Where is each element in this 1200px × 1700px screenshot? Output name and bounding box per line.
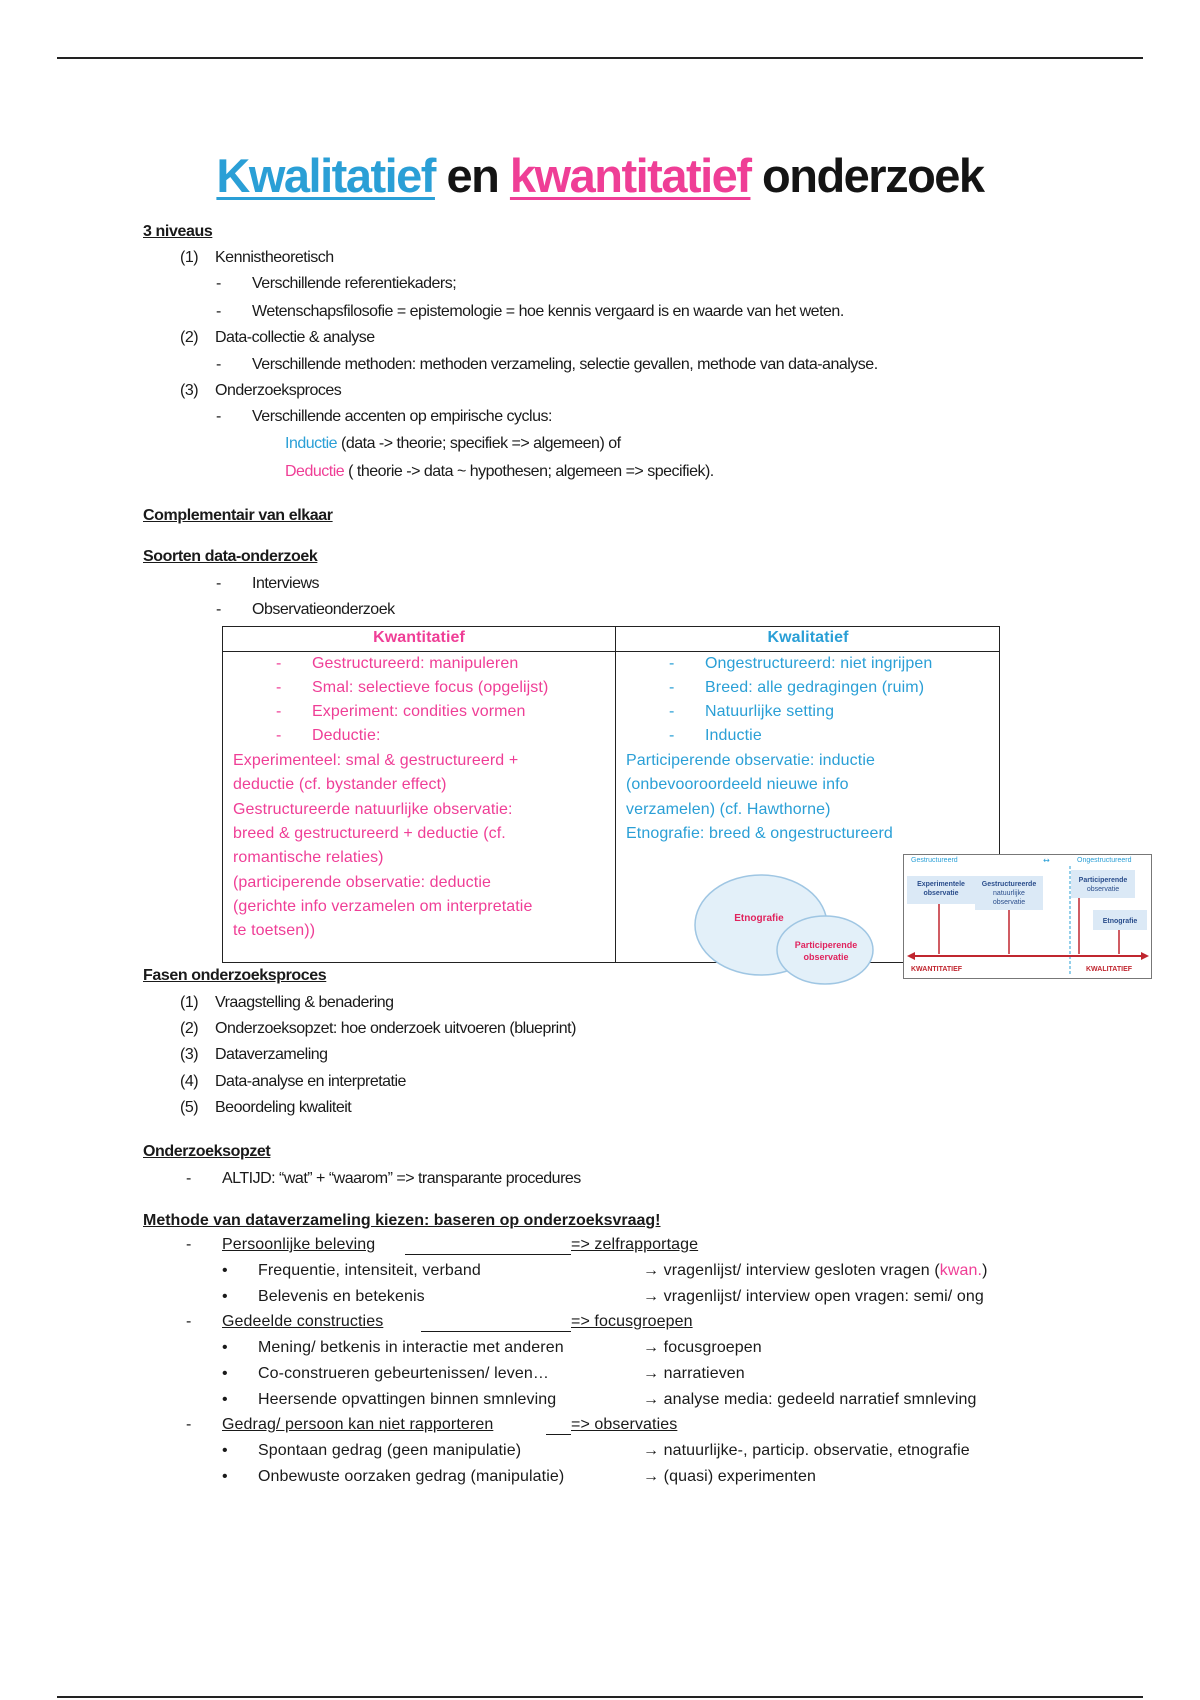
- spectrum-box2-line3: observatie: [992, 899, 1026, 906]
- method-row-right: → vragenlijst/ interview open vragen: semi/ ong: [643, 1288, 984, 1305]
- method-row-left: Belevenis en betekenis: [258, 1288, 425, 1305]
- niveau-number: (2): [180, 329, 199, 346]
- dash: -: [216, 408, 221, 425]
- table-divider: [615, 627, 616, 962]
- method-group-underline: [546, 1416, 571, 1435]
- table-left-text: breed & gestructureerd + deductie (cf.: [233, 825, 506, 842]
- fase-label: Onderzoeksopzet: hoe onderzoek uitvoeren (blueprint): [215, 1020, 576, 1037]
- method-group-result: => zelfrapportage: [571, 1236, 699, 1253]
- venn-participerende-label-1: Participerende: [794, 940, 858, 950]
- method-row-kwan: kwan.: [939, 1262, 983, 1279]
- spectrum-top-right: Ongestructureerd: [1077, 857, 1132, 864]
- method-row-right: → focusgroepen: [643, 1339, 762, 1356]
- title-kwalitatief: Kwalitatief: [216, 149, 435, 202]
- spectrum-bottom-left: KWANTITATIEF: [911, 966, 963, 973]
- fase-number: (2): [180, 1020, 199, 1037]
- method-group-underline: [405, 1236, 571, 1255]
- method-row-left: Heersende opvattingen binnen smnleving: [258, 1391, 557, 1408]
- table-left-bullet: Gestructureerd: manipuleren: [312, 655, 519, 672]
- deductie-word: Deductie: [285, 463, 345, 480]
- method-group-result: => observaties: [571, 1416, 678, 1433]
- spectrum-box4: Etnografie: [1102, 918, 1138, 925]
- dash: -: [216, 356, 221, 373]
- table-right-text: Etnografie: breed & ongestructureerd: [626, 825, 893, 842]
- table-dash: -: [276, 655, 282, 672]
- spectrum-box3-line2: observatie: [1086, 886, 1120, 893]
- niveau-label: Data-collectie & analyse: [215, 329, 375, 346]
- table-header-kwantitatief: Kwantitatief: [373, 629, 465, 646]
- inductie-rest: (data -> theorie; specifiek => algemeen) of: [337, 435, 621, 452]
- fase-number: (5): [180, 1099, 199, 1116]
- deductie-rest: ( theorie -> data ~ hypothesen; algemeen => specifiek).: [344, 463, 714, 480]
- inductie-line: [285, 435, 621, 453]
- niveau-sub: Verschillende accenten op empirische cyclus:: [252, 408, 552, 425]
- table-right-bullet: Breed: alle gedragingen (ruim): [705, 679, 925, 696]
- spectrum-box3-line1: Participerende: [1078, 877, 1128, 884]
- fase-number: (3): [180, 1046, 199, 1063]
- method-row-right: → natuurlijke-, particip. observatie, etnografie: [643, 1442, 970, 1459]
- spectrum-box2-line1: Gestructureerde: [981, 881, 1037, 888]
- table-right-text: Participerende observatie: inductie: [626, 752, 875, 769]
- spectrum-box1-line2: observatie: [923, 890, 959, 897]
- method-row-left: Spontaan gedrag (geen manipulatie): [258, 1442, 522, 1459]
- table-header-kwalitatief: Kwalitatief: [767, 629, 849, 646]
- method-row-right: → (quasi) experimenten: [643, 1468, 816, 1485]
- table-right-bullet: Ongestructureerd: niet ingrijpen: [705, 655, 933, 672]
- table-right-text: (onbevooroordeeld nieuwe info: [626, 776, 849, 793]
- table-dash: -: [276, 727, 282, 744]
- heading-fasen: Fasen onderzoeksproces: [143, 967, 327, 984]
- table-dash: -: [669, 655, 675, 672]
- spectrum-box-participerend: [1071, 870, 1135, 898]
- deductie-line: [285, 463, 714, 481]
- comparison-table: [222, 626, 1000, 963]
- method-bullet: •: [222, 1391, 228, 1408]
- table-left-text: romantische relaties): [233, 849, 384, 866]
- heading-soorten: Soorten data-onderzoek: [143, 548, 318, 565]
- method-row-left: Frequentie, intensiteit, verband: [258, 1262, 481, 1279]
- table-dash: -: [669, 703, 675, 720]
- bottom-rule: [57, 1696, 1143, 1698]
- method-bullet: •: [222, 1288, 228, 1305]
- method-group-result: => focusgroepen: [571, 1313, 693, 1330]
- method-bullet: •: [222, 1262, 228, 1279]
- method-row-left: Co-construeren gebeurtenissen/ leven…: [258, 1365, 549, 1382]
- method-group-underline: [421, 1313, 571, 1332]
- table-dash: -: [669, 727, 675, 744]
- venn-participerende-circle: [777, 916, 873, 984]
- page-title: [0, 148, 1200, 203]
- method-bullet: •: [222, 1442, 228, 1459]
- title-en: en: [434, 149, 510, 202]
- dash: -: [186, 1170, 191, 1187]
- venn-participerende-label-2: observatie: [803, 952, 849, 962]
- niveau-label: Onderzoeksproces: [215, 382, 342, 399]
- table-left-text: Gestructureerde natuurlijke observatie:: [233, 801, 513, 818]
- spectrum-top-left: Gestructureerd: [911, 857, 958, 864]
- heading-niveaus: 3 niveaus: [143, 223, 213, 240]
- niveau-sub: Verschillende referentiekaders;: [252, 275, 457, 292]
- fase-number: (1): [180, 994, 199, 1011]
- method-row-close: ): [982, 1262, 988, 1279]
- fase-label: Data-analyse en interpretatie: [215, 1073, 406, 1090]
- method-bullet: •: [222, 1339, 228, 1356]
- dash: -: [216, 575, 221, 592]
- method-dash: -: [186, 1236, 191, 1253]
- niveau-sub: Wetenschapsfilosofie = epistemologie = hoe kennis vergaard is en waarde van het weten.: [252, 303, 844, 320]
- fase-number: (4): [180, 1073, 199, 1090]
- niveau-sub: Verschillende methoden: methoden verzameling, selectie gevallen, methode van data-analyse.: [252, 356, 878, 373]
- fase-label: Beoordeling kwaliteit: [215, 1099, 352, 1116]
- method-group-label: Gedeelde constructies: [222, 1313, 384, 1330]
- heading-complementair: Complementair van elkaar: [143, 507, 333, 524]
- dash: -: [216, 601, 221, 618]
- spectrum-box2-line2: natuurlijke: [993, 890, 1025, 897]
- niveau-number: (1): [180, 249, 199, 266]
- method-row-right: → narratieven: [643, 1365, 745, 1382]
- table-left-bullet: Deductie:: [312, 727, 381, 744]
- venn-diagram: [693, 870, 883, 990]
- table-header-line: [223, 651, 999, 652]
- table-left-bullet: Experiment: condities vormen: [312, 703, 526, 720]
- soorten-item: Interviews: [252, 575, 320, 592]
- spectrum-top-arrow: ↔: [1043, 856, 1050, 865]
- heading-methode: Methode van dataverzameling kiezen: baseren op onderzoeksvraag!: [143, 1212, 661, 1229]
- table-right-bullet: Natuurlijke setting: [705, 703, 835, 720]
- method-row-right: [643, 1262, 988, 1280]
- table-dash: -: [669, 679, 675, 696]
- table-left-text: (gerichte info verzamelen om interpretatie: [233, 898, 533, 915]
- soorten-item: Observatieonderzoek: [252, 601, 395, 618]
- heading-onderzoeksopzet: Onderzoeksopzet: [143, 1143, 271, 1160]
- table-left-text: deductie (cf. bystander effect): [233, 776, 447, 793]
- table-right-text: verzamelen) (cf. Hawthorne): [626, 801, 831, 818]
- table-left-text: (participerende observatie: deductie: [233, 874, 491, 891]
- venn-etnografie-label: Etnografie: [734, 913, 784, 924]
- fase-label: Dataverzameling: [215, 1046, 328, 1063]
- method-row-right: → analyse media: gedeeld narratief smnleving: [643, 1391, 977, 1408]
- table-right-bullet: Inductie: [705, 727, 762, 744]
- top-rule: [57, 57, 1143, 59]
- niveau-number: (3): [180, 382, 199, 399]
- method-row-right-text: → vragenlijst/ interview gesloten vragen (: [643, 1262, 940, 1279]
- spectrum-box1-line1: Experimentele: [917, 881, 965, 888]
- method-dash: -: [186, 1416, 191, 1433]
- title-onderzoek: onderzoek: [750, 149, 984, 202]
- opzet-item: ALTIJD: “wat” + “waarom” => transparante procedures: [222, 1170, 581, 1187]
- table-left-text: te toetsen)): [233, 922, 316, 939]
- table-left-text: Experimenteel: smal & gestructureerd +: [233, 752, 519, 769]
- spectrum-bottom-right: KWALITATIEF: [1086, 966, 1133, 973]
- table-dash: -: [276, 703, 282, 720]
- niveau-label: Kennistheoretisch: [215, 249, 334, 266]
- table-left-bullet: Smal: selectieve focus (opgelijst): [312, 679, 549, 696]
- method-bullet: •: [222, 1468, 228, 1485]
- method-row-left: Mening/ betkenis in interactie met anderen: [258, 1339, 564, 1356]
- title-kwantitatief: kwantitatief: [509, 149, 751, 202]
- method-row-left: Onbewuste oorzaken gedrag (manipulatie): [258, 1468, 565, 1485]
- table-dash: -: [276, 679, 282, 696]
- method-bullet: •: [222, 1365, 228, 1382]
- spectrum-diagram: [903, 854, 1153, 980]
- dash: -: [216, 275, 221, 292]
- method-group-label: Persoonlijke beleving: [222, 1236, 376, 1253]
- fase-label: Vraagstelling & benadering: [215, 994, 394, 1011]
- dash: -: [216, 303, 221, 320]
- inductie-word: Inductie: [285, 435, 338, 452]
- method-group-label: Gedrag/ persoon kan niet rapporteren: [222, 1416, 494, 1433]
- method-dash: -: [186, 1313, 191, 1330]
